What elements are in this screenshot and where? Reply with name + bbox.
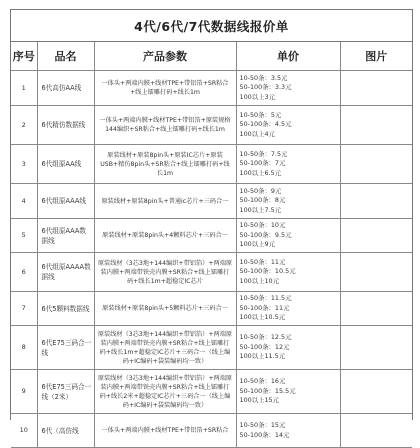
row-params: 一体头+两端内膜+线材TPE+带铝箔+原装规格144编织+SR粘合+线上镭雕打码+线长1m	[94, 106, 236, 145]
header-no: 序号	[11, 42, 37, 71]
price-line: 10-50条：16元	[239, 377, 286, 386]
price-line: 10-50条：12.5元	[239, 333, 292, 342]
price-line: 100以上10元	[239, 276, 280, 285]
table-row	[11, 326, 412, 370]
row-price	[236, 219, 340, 253]
row-params: 原装线材+原装8pin头+普通ic芯片+三码合一	[94, 184, 236, 219]
row-name: 6代E75三码合一线（2米）	[37, 370, 94, 414]
price-line: 50-100条：9.5元	[239, 230, 292, 239]
price-line: 50-100条：7元	[239, 159, 286, 168]
sheet-title: 4代/6代/7代数据线报价单	[11, 10, 412, 42]
header-price: 单价	[236, 42, 340, 71]
row-no: 10	[11, 414, 37, 448]
row-image	[340, 414, 412, 448]
row-image	[340, 326, 412, 370]
table-row	[11, 219, 412, 253]
price-line: 10-50条：7.5元	[239, 149, 288, 158]
price-line: 100以上7.5元	[239, 205, 282, 214]
row-name: 6代高仿AA线	[37, 71, 94, 106]
row-name: 6代组原AA线	[37, 145, 94, 184]
price-line: 100以上15元	[239, 396, 280, 405]
table-header-row	[11, 42, 412, 71]
header-image: 图片	[340, 42, 412, 71]
price-line: 100以上3元	[239, 92, 275, 101]
price-line: 50-100条：15.5元	[239, 386, 296, 395]
row-image	[340, 292, 412, 326]
row-name: 6代组原AAA线	[37, 184, 94, 219]
price-line: 100以上11.5元	[239, 352, 286, 361]
price-line: 10-50条：11元	[239, 257, 286, 266]
price-line: 100以上6.5元	[239, 168, 282, 177]
table-row	[11, 145, 412, 184]
table-row	[11, 292, 412, 326]
row-image	[340, 219, 412, 253]
row-no: 7	[11, 292, 37, 326]
row-no: 2	[11, 106, 37, 145]
price-line: 50-100条：4.5元	[239, 120, 292, 129]
header-params: 产品参数	[94, 42, 236, 71]
row-params: 一体头+两端内膜+线材TPE+带铝箔+SR粘合+线上镭雕打码+线长1m	[94, 71, 236, 106]
price-line: 10-50条：10元	[239, 221, 286, 230]
row-price	[236, 253, 340, 292]
price-line: 50-100条：8元	[239, 196, 286, 205]
row-no: 4	[11, 184, 37, 219]
row-no: 6	[11, 253, 37, 292]
table-row	[11, 253, 412, 292]
row-params: 原装线材（3芯3地+144编织+带铝箔）+两端原装内膜+两端带铁壳内膜+SR粘合+线上镭雕打码+线长1m+超稳定IC芯片+三码合一（线上编码+IC编码+袋装编码均一致）	[94, 326, 236, 370]
price-line: 50-100条：3.3元	[239, 83, 292, 92]
row-price	[236, 145, 340, 184]
row-price	[236, 370, 340, 414]
price-sheet	[10, 9, 413, 439]
row-params: 一体头+两端内膜+线材TPE+带铝箔+SR粘合	[94, 414, 236, 448]
price-line: 10-50条：5元	[239, 110, 282, 119]
price-line: 100以上4元	[239, 129, 275, 138]
row-name: 6代E75三码合一线	[37, 326, 94, 370]
price-line: 50-100条：14元	[239, 430, 290, 439]
price-line: 50-100条：10.5元	[239, 267, 296, 276]
row-name: 6代组原AAA数据线	[37, 219, 94, 253]
row-price	[236, 71, 340, 106]
row-params: 原装线材+原装8pin头+原装IC芯片+原装USB+精仿8pin头+SR粘合+线上镭雕打码+线长1m	[94, 145, 236, 184]
row-image	[340, 71, 412, 106]
row-no: 3	[11, 145, 37, 184]
row-price	[236, 106, 340, 145]
row-params: 原装线材+原装8pin头+5颗料芯片+三码合一	[94, 292, 236, 326]
table-row	[11, 106, 412, 145]
price-line: 10-50条：9元	[239, 186, 282, 195]
row-name: 6代5颗料数据线	[37, 292, 94, 326]
price-line: 50-100条：12元	[239, 342, 290, 351]
price-line: 10-50条：11.5元	[239, 294, 292, 303]
row-image	[340, 145, 412, 184]
row-price	[236, 326, 340, 370]
row-image	[340, 184, 412, 219]
table-row	[11, 184, 412, 219]
price-line: 100以上10.5元	[239, 313, 286, 322]
price-line: 10-50条：3.5元	[239, 73, 288, 82]
row-no: 5	[11, 219, 37, 253]
table-row	[11, 370, 412, 414]
row-name: 6代（高仿线	[37, 414, 94, 448]
row-params: 原装线材（3芯3地+144编织+带铝箔）+两端原装内膜+两端带铁壳内膜+SR粘合+线上镭雕打码+线长2米+超稳定IC芯片+三码合一（线上编码+IC编码+袋装编码均一致）	[94, 370, 236, 414]
price-line: 100以上9元	[239, 240, 275, 249]
row-price	[236, 414, 340, 448]
row-price	[236, 292, 340, 326]
row-image	[340, 253, 412, 292]
row-name: 6代精仿数据线	[37, 106, 94, 145]
row-no: 9	[11, 370, 37, 414]
header-name: 品名	[37, 42, 94, 71]
table-row	[11, 414, 412, 448]
row-params: 原装线材+原装8pin头+4颗料芯片+三码合一	[94, 219, 236, 253]
row-image	[340, 370, 412, 414]
row-no: 8	[11, 326, 37, 370]
row-image	[340, 106, 412, 145]
row-price	[236, 184, 340, 219]
row-name: 6代组原AAAA数据线	[37, 253, 94, 292]
price-table	[11, 42, 412, 448]
table-row	[11, 71, 412, 106]
price-line: 50-100条：11元	[239, 303, 290, 312]
row-no: 1	[11, 71, 37, 106]
price-line: 10-50条：15元	[239, 421, 286, 429]
row-params: 原装线材（3芯3地+144编织+带铝箔）+两端原装内膜+两端带铁壳内膜+SR粘合+线上镭雕打码+线长1m+超稳定IC芯片	[94, 253, 236, 292]
